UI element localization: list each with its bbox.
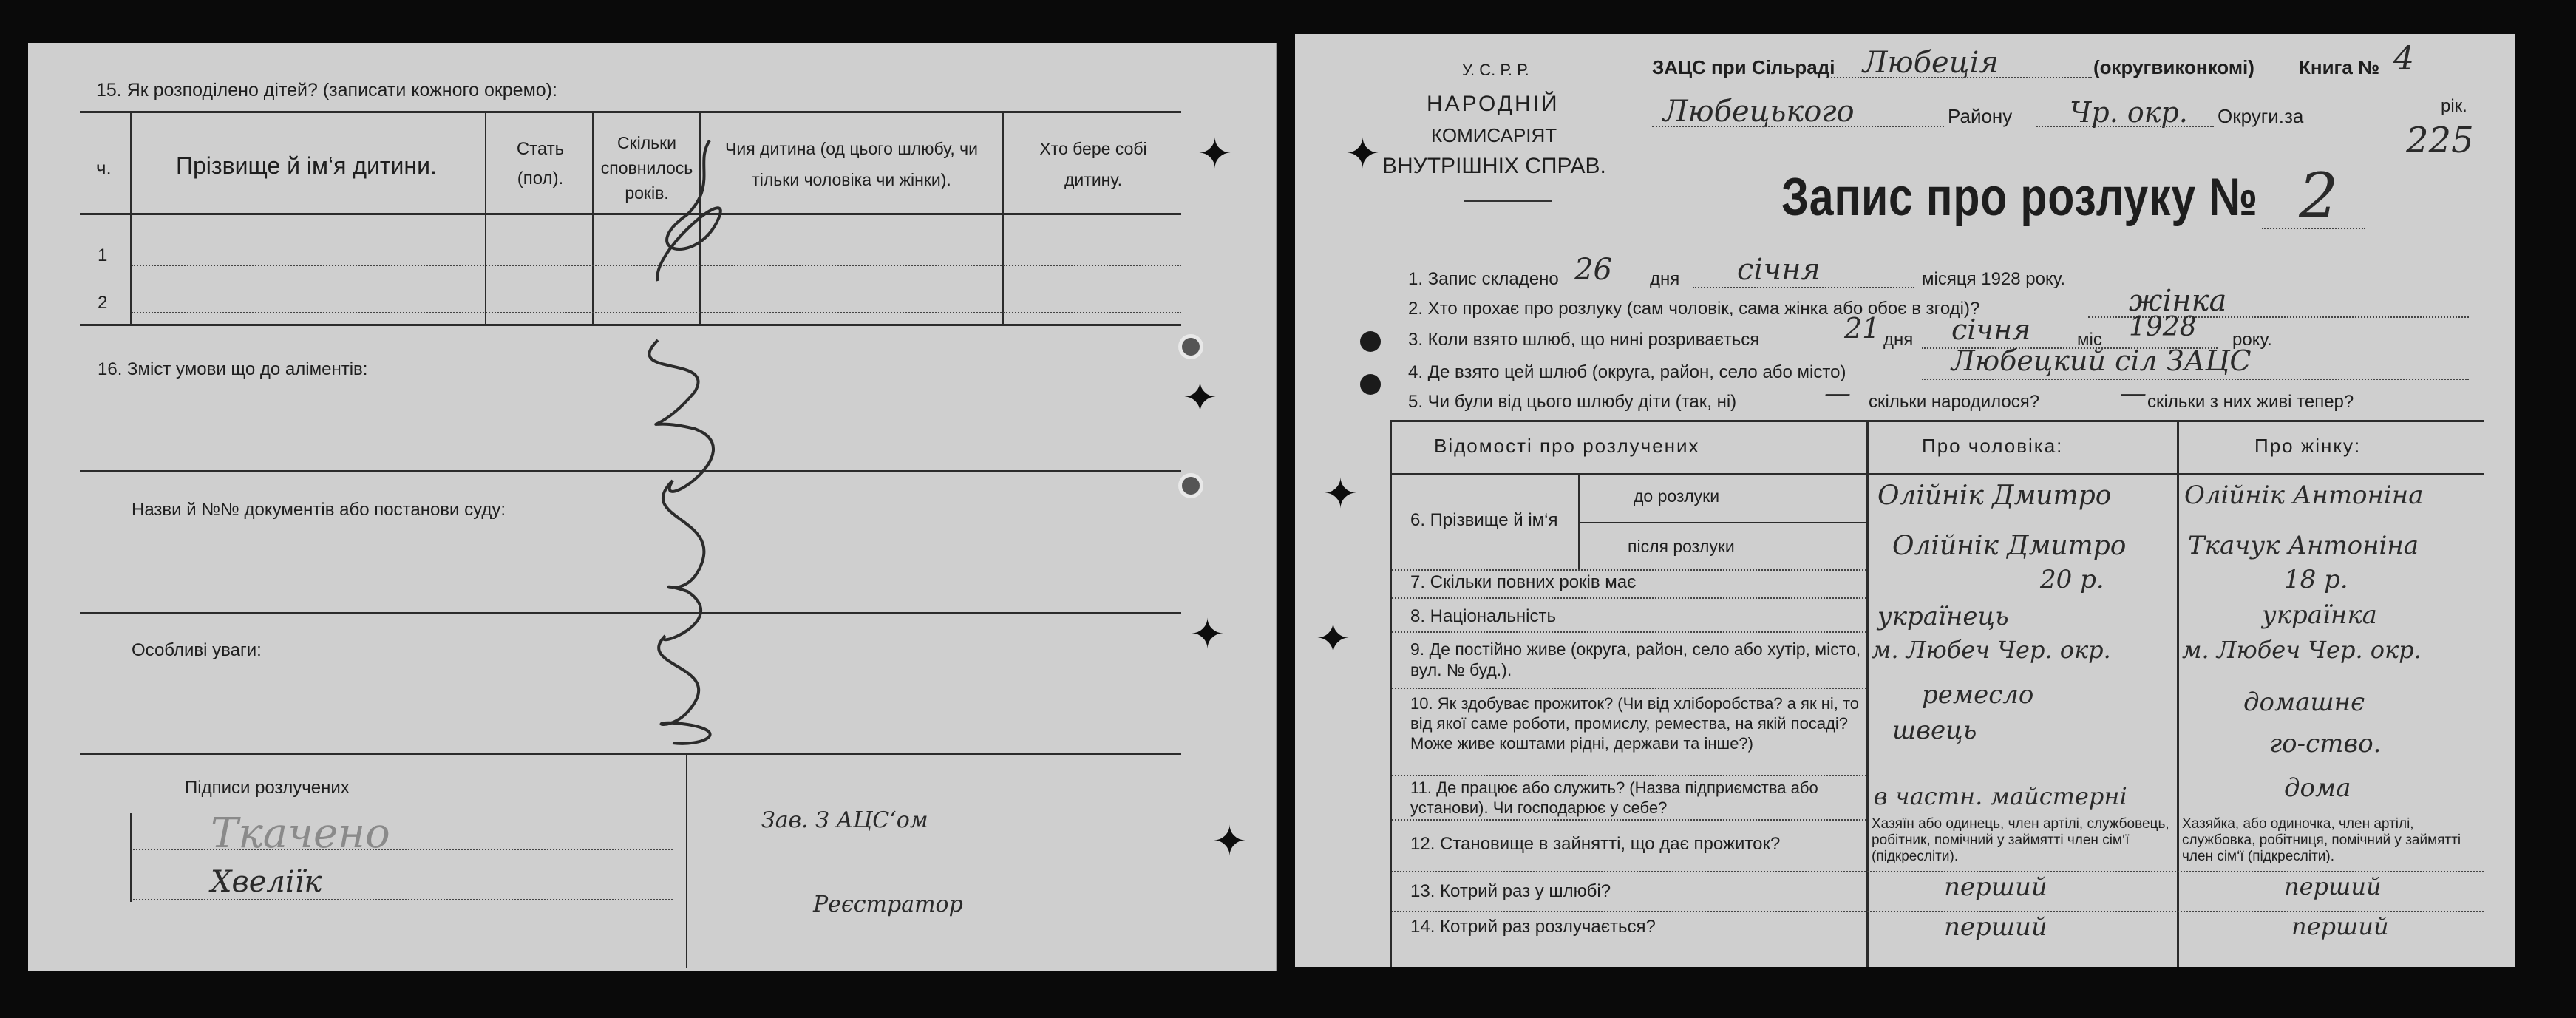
q2-label: 2. Хто прохає про розлуку (сам чоловік, сама жінка або обоє в згоді)?: [1408, 299, 1980, 319]
col-number-header: ч.: [96, 157, 112, 179]
q11-label: 11. Де працює або служить? (Назва підприємства або установи). Чи господарює у себе?: [1410, 778, 1818, 817]
q6-before-label: до розлуки: [1634, 486, 1720, 506]
raion-value: Любецького: [1663, 95, 1855, 129]
q1-end: місяця 1928 року.: [1922, 269, 2066, 289]
q6-label: 6. Прізвище й ім‘я: [1410, 510, 1558, 530]
book-value: 4: [2393, 40, 2414, 78]
paper-tear-mark: ✦: [1190, 611, 1225, 657]
okrug-label: Округи.: [2218, 105, 2284, 127]
ministry-line-3: ВНУТРІШНІХ СПРАВ.: [1382, 154, 1606, 178]
q7-label: 7. Скільки повних років має: [1410, 572, 1637, 592]
paper-tear-mark: ✦: [1316, 615, 1350, 662]
paper-tear-mark: ✦: [1183, 374, 1217, 421]
wife-age: 18 р.: [2284, 565, 2348, 594]
q5-mid: скільки народилося?: [1869, 392, 2040, 412]
q3-mid: дня: [1883, 330, 1914, 350]
documents-label: Назви й №№ документів або постанови суду:: [132, 500, 506, 520]
q5-value: —: [1824, 379, 1851, 409]
zags-value: Любеція: [1863, 46, 1999, 80]
q5-end: скільки з них живі тепер?: [2147, 392, 2354, 412]
crossing-out-scribble: [606, 133, 791, 747]
row-number-2: 2: [98, 293, 108, 313]
signature-1: Ткачено: [211, 810, 390, 858]
wife-work: дома: [2284, 773, 2351, 803]
rik-label: рік.: [2441, 96, 2467, 116]
usrr-label: У. С. Р. Р.: [1462, 61, 1529, 79]
q1-day: 26: [1574, 253, 1612, 287]
husband-q12-options: Хазяїн або одинець, член артілі, службовець, робітник, помічний у займятті член сім‘ї (підкресліти).: [1872, 816, 2169, 864]
wife-residence: м. Любеч Чер. окр.: [2182, 636, 2422, 664]
husband-work: в частн. майстерні: [1874, 782, 2127, 810]
ministry-line-1: НАРОДНІЙ: [1427, 92, 1560, 116]
col-husband-header: Про чоловіка:: [1922, 435, 2064, 457]
signatures-label: Підписи розлучених: [185, 778, 350, 798]
q14-label: 14. Котрий раз розлучається?: [1410, 917, 1656, 937]
husband-divorce-count: перший: [1944, 912, 2047, 942]
record-title: Запис про розлуку №: [1781, 168, 2258, 227]
husband-residence: м. Любеч Чер. окр.: [1872, 636, 2111, 664]
q15-label: 15. Як розподілено дітей? (записати кожного окремо):: [96, 80, 557, 101]
wife-marriage-count: перший: [2284, 872, 2382, 900]
ornament-divider: [1464, 200, 1552, 202]
registrar-label: Реєстратор: [813, 892, 963, 917]
q3-end: року.: [2232, 330, 2272, 350]
q9-label: 9. Де постійно живе (округа, район, село або хутір, місто, вул. № буд.).: [1410, 639, 1861, 679]
q5-value-2: —: [2120, 379, 2147, 409]
husband-livelihood-2: швець: [1892, 716, 1977, 745]
za-label: за: [2284, 105, 2304, 127]
q10-label: 10. Як здобуває прожиток? (Чи від хліборобства? а як ні, то від якої саме роботи, промислу, ремества, на якій посаді? Може живе коштами рідні, держави та інше?): [1410, 694, 1860, 753]
col-whose-header: Чия дитина (од цього шлюбу, чи тільки чоловіка чи жінки).: [725, 139, 978, 189]
col-who-takes-header: Хто бере собі дитину.: [1039, 139, 1147, 189]
col-child-name-header: Прізвище й ім‘я дитини.: [176, 152, 437, 179]
divorcees-table: [1390, 420, 2484, 967]
q4-value: Любецкий сіл ЗАЦС: [1951, 345, 2252, 377]
record-number: 2: [2299, 160, 2339, 232]
q5-label: 5. Чи були від цього шлюбу діти (так, ні): [1408, 392, 1737, 412]
q13-label: 13. Котрий раз у шлюбі?: [1410, 881, 1611, 901]
signature-2: Хвеліїк: [211, 865, 322, 899]
col-wife-header: Про жінку:: [2254, 435, 2362, 457]
wife-q12-options: Хазяйка, або одиночка, член артілі, службовка, робітниця, помічний у займятті член сім‘ї (підкресліти).: [2182, 816, 2461, 864]
wife-name-after: Ткачук Антоніна: [2188, 531, 2419, 560]
q1-label: 1. Запис складено: [1408, 269, 1559, 289]
binding-ring: [1178, 473, 1203, 498]
husband-nationality: українець: [1877, 602, 2009, 631]
book-label: Книга №: [2299, 56, 2380, 78]
paper-tear-mark: ✦: [1345, 130, 1380, 177]
paper-tear-mark: ✦: [1212, 818, 1247, 864]
husband-age: 20 р.: [2040, 565, 2104, 594]
col-age-header: Скільки сповнилось років.: [600, 133, 693, 203]
q3-day: 21: [1844, 312, 1880, 345]
okr-label: (округвиконкомі): [2093, 56, 2254, 78]
notes-label: Особливі уваги:: [132, 640, 262, 660]
paper-tear-mark: ✦: [1197, 130, 1232, 177]
binding-hole: [1360, 374, 1381, 395]
husband-name-before: Олійнік Дмитро: [1877, 481, 2112, 511]
q1-month: січня: [1737, 253, 1821, 287]
q16-label: 16. Зміст умови що до аліментів:: [98, 359, 368, 379]
wife-name-before: Олійнік Антоніна: [2184, 481, 2424, 510]
wife-livelihood-1: домашнє: [2243, 688, 2365, 717]
wife-livelihood-2: го-ство.: [2269, 729, 2382, 759]
raion-label: Району: [1948, 105, 2013, 127]
ministry-line-2: КОМИСАРІЯТ: [1431, 124, 1557, 146]
wife-nationality: українка: [2262, 600, 2377, 630]
husband-livelihood-1: ремесло: [1922, 680, 2034, 710]
row-number-1: 1: [98, 245, 108, 265]
husband-name-after: Олійнік Дмитро: [1892, 531, 2127, 561]
binding-ring: [1178, 334, 1203, 359]
paper-tear-mark: ✦: [1323, 470, 1358, 517]
q1-mid: дня: [1650, 269, 1680, 289]
q3-mis: міс: [2077, 330, 2102, 350]
q2-value: жінка: [2129, 284, 2227, 318]
q6-after-label: після розлуки: [1628, 537, 1735, 556]
binding-hole: [1360, 331, 1381, 352]
col-info-header: Відомості про розлучених: [1434, 435, 1700, 457]
head-of-registry-label: Зав. З АЦС‘ом: [761, 807, 928, 833]
husband-marriage-count: перший: [1944, 872, 2047, 902]
zags-label: ЗАЦС при Сільраді: [1652, 56, 1835, 78]
q3-month: січня: [1951, 313, 2031, 346]
wife-divorce-count: перший: [2291, 912, 2389, 940]
okrug-value: Чр. окр.: [2070, 96, 2188, 129]
q3-year: 1928: [2129, 312, 2197, 342]
q12-label: 12. Становище в зайнятті, що дає прожиток?: [1410, 834, 1781, 854]
q4-label: 4. Де взято цей шлюб (округа, район, село або місто): [1408, 362, 1846, 382]
q3-label: 3. Коли взято шлюб, що нині розривається: [1408, 330, 1760, 350]
col-sex-header: Стать (пол).: [516, 139, 565, 189]
page-number: 225: [2406, 120, 2474, 161]
q8-label: 8. Національність: [1410, 606, 1556, 626]
